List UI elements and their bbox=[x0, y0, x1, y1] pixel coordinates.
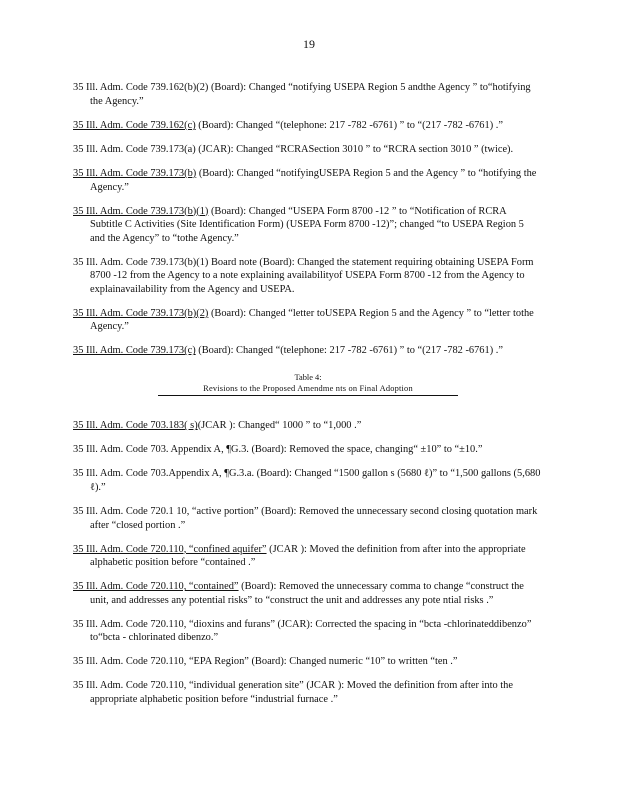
revision-description: (JCAR ): Changed“ 1000 ” to “1,000 .” bbox=[197, 420, 362, 432]
revision-entry bbox=[73, 580, 541, 607]
revision-entry bbox=[73, 344, 541, 358]
code-citation: 35 Ill. Adm. Code 720.110, bbox=[73, 618, 187, 630]
revision-description: (Board): Changed “notifying USEPA Region 5 andthe Agency ” to“hotifying the Agency.” bbox=[90, 82, 531, 107]
revision-entry bbox=[73, 505, 541, 532]
revision-description: (Board): Changed “(telephone: 217 -782 -6761) ” to “(217 -782 -6761) .” bbox=[195, 345, 503, 357]
revision-entry bbox=[73, 543, 541, 570]
page-number: 19 bbox=[303, 37, 315, 51]
table-number: Table 4: bbox=[294, 373, 322, 382]
revision-entry bbox=[73, 467, 541, 494]
revision-description: “dioxins and furans” (JCAR): Corrected the spacing in “bcta -chlorinateddibenzo” to“bcta - chlorinated dibenzo.” bbox=[90, 618, 532, 644]
code-citation: 35 Ill. Adm. Code 739.162(c) bbox=[73, 119, 196, 131]
code-citation: 35 Ill. Adm. Code 703.183( s) bbox=[73, 420, 198, 432]
code-citation: 35 Ill. Adm. Code 703.Appendix A, ¶G.3.a. bbox=[73, 468, 255, 480]
revision-entry bbox=[73, 655, 541, 669]
revision-entry bbox=[73, 618, 541, 645]
revision-description: (Board): Removed the unnecessary comma to change “construct the unit, and addresses any potential risks” to “construct the unit and addresses any pote ntial risks .” bbox=[90, 581, 524, 606]
code-citation: 35 Ill. Adm. Code 703. Appendix A, ¶G.3. bbox=[73, 444, 249, 456]
revision-description: (JCAR ): Moved the definition from after into the appropriate alphabetic position before “contained .” bbox=[90, 543, 526, 569]
revision-entry bbox=[73, 307, 541, 334]
revision-description: Board note (Board): Changed the statement requiring obtaining USEPA Form 8700 -12 from the Agency to a note explaining availabilityof USEPA Form 8700 -12 from the Agency to explainavailability from the Agency and USEPA. bbox=[90, 256, 534, 295]
revision-entry bbox=[73, 679, 541, 706]
revision-entry bbox=[73, 143, 541, 157]
code-citation: 35 Ill. Adm. Code 720.110, “contained” bbox=[73, 581, 239, 593]
revision-description: (JCAR): Changed “RCRASection 3010 ” to “RCRA section 3010 ” (twice). bbox=[195, 143, 514, 155]
code-citation: 35 Ill. Adm. Code 739.173(c) bbox=[73, 345, 196, 357]
code-citation: 35 Ill. Adm. Code 739.173(b)(1) bbox=[73, 256, 209, 268]
code-citation: 35 Ill. Adm. Code 739.173(b)(2) bbox=[73, 307, 209, 319]
code-citation: 35 Ill. Adm. Code 739.173(b) bbox=[73, 167, 197, 179]
revision-list-part2 bbox=[73, 409, 541, 713]
revision-description: “EPA Region” (Board): Changed numeric “10” to written “ten .” bbox=[186, 656, 458, 668]
revision-description: “individual generation site” (JCAR ): Moved the definition from after into the appropriate alphabetic position before “industrial furnace .” bbox=[90, 680, 513, 705]
revision-entry bbox=[73, 443, 541, 457]
revision-entry bbox=[73, 205, 541, 246]
code-citation: 35 Ill. Adm. Code 720.110, bbox=[73, 656, 187, 668]
revision-description: (Board): Changed “letter toUSEPA Region 5 and the Agency ” to “letter tothe Agency.” bbox=[90, 307, 534, 333]
revision-description: (Board): Changed “1500 gallon s (5680 ℓ)” to “1,500 gallons (5,680 ℓ).” bbox=[90, 468, 541, 493]
code-citation: 35 Ill. Adm. Code 720.110, “confined aquifer” bbox=[73, 543, 267, 555]
revision-entry bbox=[73, 256, 541, 297]
table-title: Revisions to the Proposed Amendme nts on Final Adoption bbox=[158, 383, 458, 396]
code-citation: 35 Ill. Adm. Code 739.162(b)(2) bbox=[73, 82, 209, 94]
code-citation: 35 Ill. Adm. Code 739.173(b)(1) bbox=[73, 205, 209, 217]
revision-description: (Board): Changed “notifyingUSEPA Region 5 and the Agency ” to “hotifying the Agency.” bbox=[90, 167, 537, 193]
revision-entry bbox=[73, 419, 541, 433]
table-heading bbox=[158, 372, 458, 396]
revision-list-part1 bbox=[73, 71, 541, 365]
revision-description: “active portion” (Board): Removed the unnecessary second closing quotation mark after “closed portion .” bbox=[90, 505, 538, 531]
revision-entry bbox=[73, 167, 541, 194]
revision-description: (Board): Changed “(telephone: 217 -782 -6761) ” to “(217 -782 -6761) .” bbox=[195, 119, 503, 131]
code-citation: 35 Ill. Adm. Code 720.1 10, bbox=[73, 505, 190, 517]
revision-description: (Board): Changed “USEPA Form 8700 -12 ” to “Notification of RCRA Subtitle C Activities (Site Identification Form) (USEPA Form 8700 -12)”; changed “to USEPA Region 5 and the Agency” to “tothe Agency.” bbox=[90, 205, 524, 244]
revision-entry bbox=[73, 119, 541, 133]
code-citation: 35 Ill. Adm. Code 720.110, bbox=[73, 680, 187, 692]
revision-description: (Board): Removed the space, changing“ ±10” to “±10.” bbox=[248, 444, 483, 456]
code-citation: 35 Ill. Adm. Code 739.173(a) bbox=[73, 143, 196, 155]
revision-entry bbox=[73, 81, 541, 108]
